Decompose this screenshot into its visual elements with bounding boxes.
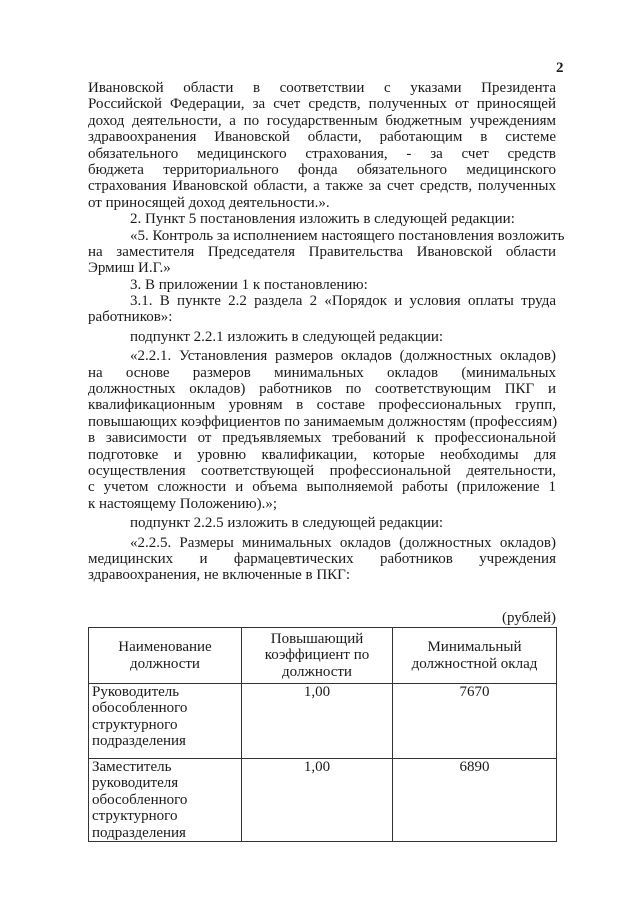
text-line: работников»: xyxy=(88,309,173,326)
text-line: здравоохранения Ивановской области, работающим в системе xyxy=(88,129,556,146)
page-number: 2 xyxy=(556,60,564,76)
header-position: Наименование должности xyxy=(89,628,242,684)
text-line: здравоохранения, не включенные в ПКГ: xyxy=(88,567,351,584)
text-line: от приносящей доход деятельности.». xyxy=(88,194,330,211)
paragraph xyxy=(88,348,556,512)
text-line: квалификационным уровням в составе профессиональных групп, xyxy=(88,397,556,414)
header-coefficient: Повышающий коэффициент по должности xyxy=(242,628,393,684)
text-line: должностных окладов) работников по соответствующим ПКГ и xyxy=(88,381,556,398)
salary-table xyxy=(88,627,557,842)
text-line: подготовке и уровню квалификации, которые необходимы для xyxy=(88,446,556,463)
paragraph xyxy=(88,80,556,211)
cell-salary: 6890 xyxy=(393,759,557,842)
paragraph xyxy=(88,535,556,584)
cell-coefficient: 1,00 xyxy=(242,684,393,759)
cell-position: Руководитель обособленного структурного подразделения xyxy=(89,684,242,759)
text-line: на основе размеров минимальных окладов (минимальных xyxy=(88,364,556,381)
text-line: 3. В приложении 1 к постановлению: xyxy=(130,276,368,293)
text-line: Ивановской области в соответствии с указами Президента xyxy=(88,80,556,96)
table-row xyxy=(89,684,557,759)
text-line: на заместителя Председателя Правительства Ивановской области xyxy=(88,243,556,260)
paragraph xyxy=(88,277,556,293)
header-salary: Минимальный должностной оклад xyxy=(393,628,557,684)
text-line: доход деятельности, а по государственным бюджетным учреждениям xyxy=(88,112,556,129)
table-row xyxy=(89,759,557,842)
text-line: повышающих коэффициентов по занимаемым должностям (профессиям) xyxy=(88,413,558,430)
text-line: подпункт 2.2.1 изложить в следующей редакции: xyxy=(130,328,444,345)
paragraph xyxy=(88,227,565,277)
text-line: с учетом сложности и объема выполняемой работы (приложение 1 xyxy=(88,479,556,496)
text-line: обязательного медицинского страхования, - за счет средств xyxy=(88,145,556,162)
cell-position: Заместитель руководителя обособленного структурного подразделения xyxy=(89,759,242,842)
text-line: в зависимости от предъявляемых требований к профессиональной xyxy=(88,430,556,447)
cell-coefficient: 1,00 xyxy=(242,759,393,842)
text-line: «5. Контроль за исполнением настоящего постановления возложить xyxy=(130,227,565,244)
table-unit-label: (рублей) xyxy=(501,610,556,626)
text-line: к настоящему Положению).»; xyxy=(88,495,278,512)
text-line: бюджета территориального фонда обязательного медицинского xyxy=(88,161,556,178)
text-line: 3.1. В пункте 2.2 раздела 2 «Порядок и условия оплаты труда xyxy=(130,293,556,310)
text-line: медицинских и фармацевтических работников учреждения xyxy=(88,550,556,567)
text-line: «2.2.1. Установления размеров окладов (должностных окладов) xyxy=(130,348,556,365)
paragraph xyxy=(88,293,556,326)
paragraph xyxy=(88,329,556,345)
text-line: «2.2.5. Размеры минимальных окладов (должностных окладов) xyxy=(130,534,556,551)
text-line: осуществления соответствующей профессиональной деятельности, xyxy=(88,462,556,479)
paragraph xyxy=(88,515,556,531)
text-line: Эрмиш И.Г.» xyxy=(88,260,171,277)
text-line: 2. Пункт 5 постановления изложить в следующей редакции: xyxy=(130,211,515,228)
cell-salary: 7670 xyxy=(393,684,557,759)
text-line: страхования Ивановской области, а также за счет средств, полученных xyxy=(88,178,556,195)
text-line: подпункт 2.2.5 изложить в следующей редакции: xyxy=(130,515,444,532)
paragraph xyxy=(88,211,556,227)
text-line: Российской Федерации, за счет средств, полученных от приносящей xyxy=(88,96,556,113)
document-body xyxy=(88,80,565,587)
table-header-row xyxy=(89,628,557,684)
